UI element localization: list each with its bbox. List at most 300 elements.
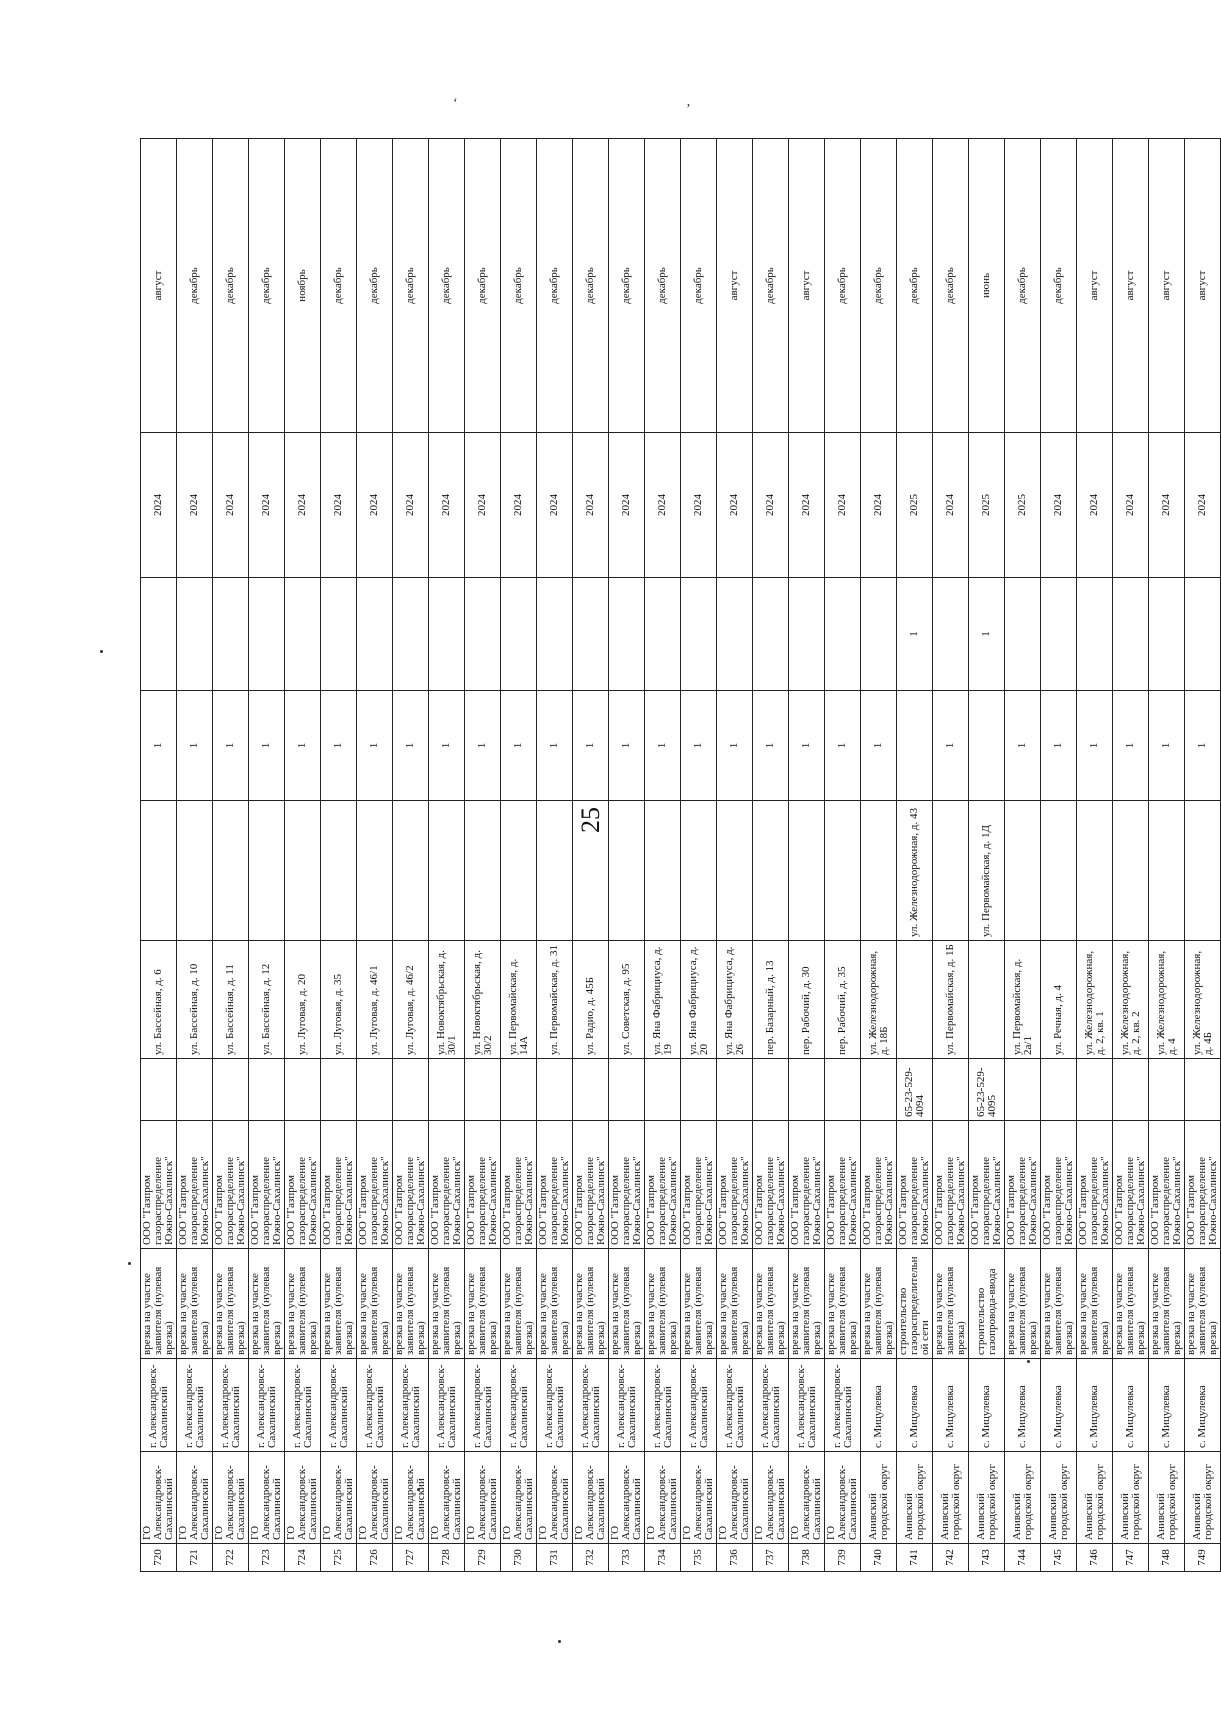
- organization-cell: ООО "Газпром газораспределение Южно-Сахалинск": [573, 1121, 609, 1249]
- table-row: [1041, 139, 1077, 1572]
- work-type-cell: врезка на участке заявителя (нулевая врезка): [177, 1249, 213, 1359]
- organization-cell: ООО "Газпром газораспределение Южно-Сахалинск": [249, 1121, 285, 1249]
- year-cell: 2024: [609, 433, 645, 578]
- settlement-cell: с. Мицулевка: [969, 1359, 1005, 1452]
- organization-cell: ООО "Газпром газораспределение Южно-Сахалинск": [501, 1121, 537, 1249]
- scan-mark: ʻ: [453, 96, 458, 111]
- count-cell: 1: [249, 691, 285, 801]
- month-cell: декабрь: [465, 139, 501, 433]
- work-type-cell: врезка на участке заявителя (нулевая врезка): [753, 1249, 789, 1359]
- address-extra-cell: [213, 801, 249, 941]
- project-code-cell: [393, 1059, 429, 1121]
- work-type-cell: врезка на участке заявителя (нулевая врезка): [645, 1249, 681, 1359]
- year-cell: 2024: [429, 433, 465, 578]
- organization-cell: ООО "Газпром газораспределение Южно-Сахалинск": [825, 1121, 861, 1249]
- organization-cell: ООО "Газпром газораспределение Южно-Сахалинск": [1005, 1121, 1041, 1249]
- row-number: 739: [825, 1544, 861, 1572]
- district-cell: ГО Александровск-Сахалинский: [141, 1452, 177, 1544]
- project-code-cell: [357, 1059, 393, 1121]
- project-code-cell: [177, 1059, 213, 1121]
- table-row: [1113, 139, 1149, 1572]
- work-type-cell: врезка на участке заявителя (нулевая врезка): [1149, 1249, 1185, 1359]
- year-cell: 2024: [573, 433, 609, 578]
- address-extra-cell: [645, 801, 681, 941]
- organization-cell: ООО "Газпром газораспределение Южно-Сахалинск": [717, 1121, 753, 1249]
- address-extra-cell: [393, 801, 429, 941]
- table-row: [213, 139, 249, 1572]
- address-cell: ул. Бассейная, д. 6: [141, 941, 177, 1059]
- count-cell: [897, 691, 933, 801]
- count-extra-cell: [789, 578, 825, 691]
- project-code-cell: [1077, 1059, 1113, 1121]
- project-code-cell: [1041, 1059, 1077, 1121]
- month-cell: декабрь: [573, 139, 609, 433]
- settlement-cell: с. Мицулевка: [897, 1359, 933, 1452]
- address-cell: ул. Бассейная, д. 12: [249, 941, 285, 1059]
- count-cell: 1: [141, 691, 177, 801]
- district-cell: Анивский городской округ: [897, 1452, 933, 1544]
- table-row: [465, 139, 501, 1572]
- work-type-cell: врезка на участке заявителя (нулевая врезка): [465, 1249, 501, 1359]
- row-number: 722: [213, 1544, 249, 1572]
- count-cell: 1: [1185, 691, 1221, 801]
- year-cell: 2024: [1077, 433, 1113, 578]
- month-cell: декабрь: [393, 139, 429, 433]
- scan-speck: [100, 650, 103, 653]
- count-extra-cell: [213, 578, 249, 691]
- work-type-cell: врезка на участке заявителя (нулевая врезка): [609, 1249, 645, 1359]
- work-type-cell: врезка на участке заявителя (нулевая врезка): [861, 1249, 897, 1359]
- address-extra-cell: ул. Железнодорожная, д. 43: [897, 801, 933, 941]
- address-cell: [969, 941, 1005, 1059]
- settlement-cell: г. Александровск-Сахалинский: [753, 1359, 789, 1452]
- work-type-cell: врезка на участке заявителя (нулевая врезка): [285, 1249, 321, 1359]
- settlement-cell: г. Александровск-Сахалинский: [681, 1359, 717, 1452]
- project-code-cell: [753, 1059, 789, 1121]
- month-cell: июнь: [969, 139, 1005, 433]
- project-code-cell: [141, 1059, 177, 1121]
- count-extra-cell: [1041, 578, 1077, 691]
- address-extra-cell: [753, 801, 789, 941]
- district-cell: ГО Александровск-Сахалинский: [177, 1452, 213, 1544]
- project-code-cell: [717, 1059, 753, 1121]
- month-cell: август: [717, 139, 753, 433]
- month-cell: декабрь: [933, 139, 969, 433]
- page-number: 25: [576, 807, 605, 833]
- project-code-cell: [573, 1059, 609, 1121]
- row-number: 723: [249, 1544, 285, 1572]
- district-cell: ГО Александровск-Сахалинский: [825, 1452, 861, 1544]
- district-cell: ГО Александровск-Сахалинский: [249, 1452, 285, 1544]
- count-extra-cell: [501, 578, 537, 691]
- district-cell: Анивский городской округ: [1185, 1452, 1221, 1544]
- organization-cell: ООО "Газпром газораспределение Южно-Сахалинск": [1041, 1121, 1077, 1249]
- count-extra-cell: 1: [897, 578, 933, 691]
- month-cell: декабрь: [213, 139, 249, 433]
- address-extra-cell: [1041, 801, 1077, 941]
- organization-cell: ООО "Газпром газораспределение Южно-Сахалинск": [357, 1121, 393, 1249]
- year-cell: 2025: [897, 433, 933, 578]
- district-cell: Анивский городской округ: [1149, 1452, 1185, 1544]
- work-type-cell: врезка на участке заявителя (нулевая врезка): [1077, 1249, 1113, 1359]
- row-number: 721: [177, 1544, 213, 1572]
- row-number: 727: [393, 1544, 429, 1572]
- organization-cell: ООО "Газпром газораспределение Южно-Сахалинск": [753, 1121, 789, 1249]
- count-cell: 1: [465, 691, 501, 801]
- count-cell: 1: [357, 691, 393, 801]
- year-cell: 2024: [177, 433, 213, 578]
- project-code-cell: [465, 1059, 501, 1121]
- month-cell: декабрь: [645, 139, 681, 433]
- month-cell: декабрь: [609, 139, 645, 433]
- count-extra-cell: [177, 578, 213, 691]
- count-cell: 1: [501, 691, 537, 801]
- settlement-cell: г. Александровск-Сахалинский: [645, 1359, 681, 1452]
- address-cell: ул. Первомайская, д. 31: [537, 941, 573, 1059]
- month-cell: декабрь: [429, 139, 465, 433]
- table-row: [861, 139, 897, 1572]
- district-cell: Анивский городской округ: [1077, 1452, 1113, 1544]
- row-number: 726: [357, 1544, 393, 1572]
- settlement-cell: с. Мицулевка: [1005, 1359, 1041, 1452]
- count-cell: 1: [573, 691, 609, 801]
- address-cell: ул. Радио, д. 45Б: [573, 941, 609, 1059]
- count-extra-cell: [933, 578, 969, 691]
- address-cell: ул. Железнодорожная, д. 2, кв. 1: [1077, 941, 1113, 1059]
- month-cell: август: [1149, 139, 1185, 433]
- address-extra-cell: [465, 801, 501, 941]
- row-number: 744: [1005, 1544, 1041, 1572]
- address-extra-cell: [933, 801, 969, 941]
- count-extra-cell: [429, 578, 465, 691]
- organization-cell: ООО "Газпром газораспределение Южно-Сахалинск": [537, 1121, 573, 1249]
- year-cell: 2024: [681, 433, 717, 578]
- work-type-cell: врезка на участке заявителя (нулевая врезка): [249, 1249, 285, 1359]
- organization-cell: ООО "Газпром газораспределение Южно-Сахалинск": [1185, 1121, 1221, 1249]
- organization-cell: ООО "Газпром газораспределение Южно-Сахалинск": [285, 1121, 321, 1249]
- settlement-cell: с. Мицулевка: [933, 1359, 969, 1452]
- organization-cell: ООО "Газпром газораспределение Южно-Сахалинск": [321, 1121, 357, 1249]
- address-extra-cell: [1185, 801, 1221, 941]
- month-cell: декабрь: [501, 139, 537, 433]
- row-number: 733: [609, 1544, 645, 1572]
- scan-mark: ʼ: [686, 102, 691, 117]
- count-cell: [969, 691, 1005, 801]
- settlement-cell: г. Александровск-Сахалинский: [609, 1359, 645, 1452]
- year-cell: 2024: [393, 433, 429, 578]
- address-cell: ул. Луговая, д. 46/2: [393, 941, 429, 1059]
- year-cell: 2024: [501, 433, 537, 578]
- year-cell: 2024: [1113, 433, 1149, 578]
- count-cell: 1: [429, 691, 465, 801]
- project-code-cell: [501, 1059, 537, 1121]
- address-cell: ул. Новоктябрьская, д. 30/1: [429, 941, 465, 1059]
- organization-cell: ООО "Газпром газораспределение Южно-Сахалинск": [429, 1121, 465, 1249]
- table-row: [285, 139, 321, 1572]
- count-extra-cell: [1077, 578, 1113, 691]
- organization-cell: ООО "Газпром газораспределение Южно-Сахалинск": [177, 1121, 213, 1249]
- month-cell: декабрь: [321, 139, 357, 433]
- row-number: 738: [789, 1544, 825, 1572]
- work-type-cell: врезка на участке заявителя (нулевая врезка): [717, 1249, 753, 1359]
- address-extra-cell: [1113, 801, 1149, 941]
- address-extra-cell: [861, 801, 897, 941]
- organization-cell: ООО "Газпром газораспределение Южно-Сахалинск": [969, 1121, 1005, 1249]
- year-cell: 2025: [969, 433, 1005, 578]
- address-extra-cell: [357, 801, 393, 941]
- row-number: 741: [897, 1544, 933, 1572]
- year-cell: 2024: [465, 433, 501, 578]
- count-cell: 1: [789, 691, 825, 801]
- address-extra-cell: [717, 801, 753, 941]
- address-cell: пер. Рабочий, д. 35: [825, 941, 861, 1059]
- address-extra-cell: [141, 801, 177, 941]
- month-cell: август: [141, 139, 177, 433]
- table-row: [1077, 139, 1113, 1572]
- count-extra-cell: [1113, 578, 1149, 691]
- count-extra-cell: [609, 578, 645, 691]
- count-cell: 1: [321, 691, 357, 801]
- district-cell: Анивский городской округ: [1041, 1452, 1077, 1544]
- count-extra-cell: [753, 578, 789, 691]
- month-cell: декабрь: [249, 139, 285, 433]
- project-code-cell: [789, 1059, 825, 1121]
- district-cell: ГО Александровск-Сахалинский: [537, 1452, 573, 1544]
- address-cell: ул. Луговая, д. 35: [321, 941, 357, 1059]
- table-row: [141, 139, 177, 1572]
- settlement-cell: г. Александровск-Сахалинский: [357, 1359, 393, 1452]
- address-cell: ул. Железнодорожная, д. 4Б: [1185, 941, 1221, 1059]
- address-extra-cell: [1005, 801, 1041, 941]
- work-type-cell: врезка на участке заявителя (нулевая врезка): [141, 1249, 177, 1359]
- work-type-cell: строительство газопровода-ввода: [969, 1249, 1005, 1359]
- settlement-cell: г. Александровск-Сахалинский: [789, 1359, 825, 1452]
- count-cell: 1: [933, 691, 969, 801]
- address-cell: ул. Советская, д. 95: [609, 941, 645, 1059]
- scan-speck: [128, 1262, 131, 1265]
- settlement-cell: г. Александровск-Сахалинский: [141, 1359, 177, 1452]
- year-cell: 2024: [285, 433, 321, 578]
- count-extra-cell: [1185, 578, 1221, 691]
- count-cell: 1: [1041, 691, 1077, 801]
- table-row: [1149, 139, 1185, 1572]
- address-cell: ул. Бассейная, д. 10: [177, 941, 213, 1059]
- year-cell: 2024: [141, 433, 177, 578]
- row-number: 730: [501, 1544, 537, 1572]
- month-cell: декабрь: [537, 139, 573, 433]
- project-code-cell: [285, 1059, 321, 1121]
- row-number: 742: [933, 1544, 969, 1572]
- address-extra-cell: [501, 801, 537, 941]
- project-code-cell: 65-23-529-4095: [969, 1059, 1005, 1121]
- address-extra-cell: [573, 801, 609, 941]
- address-cell: [897, 941, 933, 1059]
- table-row: [789, 139, 825, 1572]
- address-cell: ул. Яна Фабрициуса, д. 19: [645, 941, 681, 1059]
- month-cell: декабрь: [357, 139, 393, 433]
- rotated-table-wrapper: [140, 139, 1219, 1572]
- gasification-table: [140, 138, 1221, 1572]
- work-type-cell: врезка на участке заявителя (нулевая врезка): [501, 1249, 537, 1359]
- count-cell: 1: [717, 691, 753, 801]
- address-cell: ул. Луговая, д. 20: [285, 941, 321, 1059]
- settlement-cell: г. Александровск-Сахалинский: [501, 1359, 537, 1452]
- count-extra-cell: [465, 578, 501, 691]
- settlement-cell: г. Александровск-Сахалинский: [825, 1359, 861, 1452]
- project-code-cell: [213, 1059, 249, 1121]
- project-code-cell: [249, 1059, 285, 1121]
- address-extra-cell: [285, 801, 321, 941]
- work-type-cell: врезка на участке заявителя (нулевая врезка): [933, 1249, 969, 1359]
- address-cell: ул. Первомайская, д. 2а/1: [1005, 941, 1041, 1059]
- count-extra-cell: [861, 578, 897, 691]
- month-cell: август: [789, 139, 825, 433]
- count-extra-cell: [357, 578, 393, 691]
- project-code-cell: [645, 1059, 681, 1121]
- count-extra-cell: 1: [969, 578, 1005, 691]
- project-code-cell: [933, 1059, 969, 1121]
- district-cell: ГО Александровск-Сахалинский: [609, 1452, 645, 1544]
- address-extra-cell: [249, 801, 285, 941]
- organization-cell: ООО "Газпром газораспределение Южно-Сахалинск": [393, 1121, 429, 1249]
- year-cell: 2024: [1041, 433, 1077, 578]
- address-extra-cell: [321, 801, 357, 941]
- settlement-cell: г. Александровск-Сахалинский: [285, 1359, 321, 1452]
- project-code-cell: [609, 1059, 645, 1121]
- table-row: [681, 139, 717, 1572]
- work-type-cell: врезка на участке заявителя (нулевая врезка): [825, 1249, 861, 1359]
- table-row: [501, 139, 537, 1572]
- month-cell: декабрь: [1005, 139, 1041, 433]
- row-number: 746: [1077, 1544, 1113, 1572]
- year-cell: 2024: [1149, 433, 1185, 578]
- district-cell: Анивский городской округ: [861, 1452, 897, 1544]
- address-cell: ул. Речная, д. 4: [1041, 941, 1077, 1059]
- month-cell: август: [1185, 139, 1221, 433]
- row-number: 745: [1041, 1544, 1077, 1572]
- count-cell: 1: [861, 691, 897, 801]
- count-extra-cell: [321, 578, 357, 691]
- settlement-cell: г. Александровск-Сахалинский: [213, 1359, 249, 1452]
- work-type-cell: врезка на участке заявителя (нулевая врезка): [1041, 1249, 1077, 1359]
- address-cell: ул. Бассейная, д. 11: [213, 941, 249, 1059]
- month-cell: декабрь: [861, 139, 897, 433]
- district-cell: ГО Александровск-Сахалинский: [213, 1452, 249, 1544]
- year-cell: 2024: [753, 433, 789, 578]
- month-cell: декабрь: [897, 139, 933, 433]
- district-cell: ГО Александровск-Сахалинский: [465, 1452, 501, 1544]
- year-cell: 2024: [537, 433, 573, 578]
- settlement-cell: с. Мицулевка: [1077, 1359, 1113, 1452]
- settlement-cell: г. Александровск-Сахалинский: [249, 1359, 285, 1452]
- district-cell: Анивский городской округ: [1113, 1452, 1149, 1544]
- organization-cell: ООО "Газпром газораспределение Южно-Сахалинск": [789, 1121, 825, 1249]
- address-cell: ул. Новоктябрьская, д. 30/2: [465, 941, 501, 1059]
- address-extra-cell: [1149, 801, 1185, 941]
- row-number: 724: [285, 1544, 321, 1572]
- district-cell: ГО Александровск-Сахалинский: [753, 1452, 789, 1544]
- address-extra-cell: [177, 801, 213, 941]
- year-cell: 2024: [861, 433, 897, 578]
- district-cell: ГО Александровск-Сахалинский: [321, 1452, 357, 1544]
- address-extra-cell: [609, 801, 645, 941]
- district-cell: Анивский городской округ: [969, 1452, 1005, 1544]
- organization-cell: ООО "Газпром газораспределение Южно-Сахалинск": [609, 1121, 645, 1249]
- address-cell: ул. Первомайская, д. 1Б: [933, 941, 969, 1059]
- count-extra-cell: [249, 578, 285, 691]
- row-number: 731: [537, 1544, 573, 1572]
- district-cell: Анивский городской округ: [933, 1452, 969, 1544]
- year-cell: 2024: [645, 433, 681, 578]
- month-cell: август: [1077, 139, 1113, 433]
- row-number: 740: [861, 1544, 897, 1572]
- count-extra-cell: [1149, 578, 1185, 691]
- count-extra-cell: [573, 578, 609, 691]
- count-cell: 1: [1077, 691, 1113, 801]
- settlement-cell: с. Мицулевка: [1149, 1359, 1185, 1452]
- district-cell: ГО Александровск-Сахалинский: [573, 1452, 609, 1544]
- district-cell: ГО Александровск-Сахалинский: [681, 1452, 717, 1544]
- settlement-cell: г. Александровск-Сахалинский: [321, 1359, 357, 1452]
- address-cell: ул. Первомайская, д. 14А: [501, 941, 537, 1059]
- work-type-cell: строительство газораспределительной сети: [897, 1249, 933, 1359]
- count-cell: 1: [609, 691, 645, 801]
- year-cell: 2024: [213, 433, 249, 578]
- organization-cell: ООО "Газпром газораспределение Южно-Сахалинск": [1077, 1121, 1113, 1249]
- count-cell: 1: [753, 691, 789, 801]
- table-row: [717, 139, 753, 1572]
- count-extra-cell: [285, 578, 321, 691]
- row-number: 748: [1149, 1544, 1185, 1572]
- month-cell: декабрь: [825, 139, 861, 433]
- table-row: [645, 139, 681, 1572]
- project-code-cell: [1149, 1059, 1185, 1121]
- row-number: 735: [681, 1544, 717, 1572]
- settlement-cell: с. Мицулевка: [1113, 1359, 1149, 1452]
- work-type-cell: врезка на участке заявителя (нулевая врезка): [1185, 1249, 1221, 1359]
- count-cell: 1: [393, 691, 429, 801]
- table-row: [1005, 139, 1041, 1572]
- project-code-cell: 65-23-529-4094: [897, 1059, 933, 1121]
- row-number: 743: [969, 1544, 1005, 1572]
- table-row: [933, 139, 969, 1572]
- year-cell: 2024: [933, 433, 969, 578]
- project-code-cell: [681, 1059, 717, 1121]
- row-number: 732: [573, 1544, 609, 1572]
- address-cell: ул. Луговая, д. 46/1: [357, 941, 393, 1059]
- settlement-cell: с. Мицулевка: [1041, 1359, 1077, 1452]
- table-row: [1185, 139, 1221, 1572]
- district-cell: ГО Александровск-Сахалинский: [789, 1452, 825, 1544]
- settlement-cell: г. Александровск-Сахалинский: [717, 1359, 753, 1452]
- project-code-cell: [429, 1059, 465, 1121]
- table-row: [393, 139, 429, 1572]
- organization-cell: ООО "Газпром газораспределение Южно-Сахалинск": [861, 1121, 897, 1249]
- district-cell: ГО Александровск-Сахалинский: [501, 1452, 537, 1544]
- district-cell: ГО Александровск-Сахалинский: [717, 1452, 753, 1544]
- count-cell: 1: [1005, 691, 1041, 801]
- year-cell: 2025: [1005, 433, 1041, 578]
- month-cell: декабрь: [753, 139, 789, 433]
- address-cell: ул. Яна Фабрициуса, д. 26: [717, 941, 753, 1059]
- count-extra-cell: [537, 578, 573, 691]
- settlement-cell: г. Александровск-Сахалинский: [465, 1359, 501, 1452]
- table-row: [753, 139, 789, 1572]
- work-type-cell: врезка на участке заявителя (нулевая врезка): [1005, 1249, 1041, 1359]
- table-row: [321, 139, 357, 1572]
- settlement-cell: г. Александровск-Сахалинский: [177, 1359, 213, 1452]
- row-number: 734: [645, 1544, 681, 1572]
